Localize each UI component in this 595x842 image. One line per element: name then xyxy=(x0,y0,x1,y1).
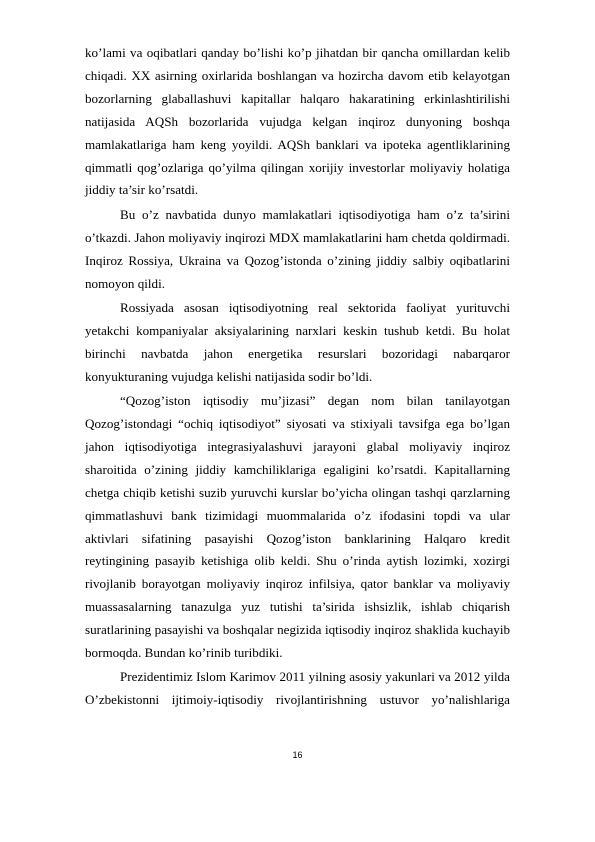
document-page xyxy=(85,42,510,712)
paragraph-2: Bu o’z navbatida dunyo mamlakatlari iqtisodiyotiga ham o’z ta’sirini o’tkazdi. Jahon moliyaviy inqirozi MDX mamlakatlarini ham chetda qoldirmadi. Inqiroz Rossiya, Ukraina va Qozog’istonda o’zining jiddiy salbiy oqibatlarini nomoyon qildi. xyxy=(85,206,510,291)
paragraph-4: “Qozog’iston iqtisodiy mu’jizasi” degan nom bilan tanilayotgan Qozog’istondagi “ochiq iqtisodiyot” siyosati va stixiyali tavsifga ega bo’lgan jahon iqtisodiyotiga integrasiyalashuvi jarayoni glabal moliyaviy inqiroz sharoitida o’zining jiddiy kamchiliklariga egaligini ko’rsatdi. Kapitallarning chetga chiqib ketishi suzib yuruvchi kurslar bo’yicha olingan tashqi qarzlarning qimmatlashuvi bank tizimidagi muommalarida o’z ifodasini topdi va ular aktivlari sifatining pasayishi Qozog’iston banklarining Halqaro kredit reytingining pasayib ketishiga olib keldi. Shu o’rinda aytish lozimki, xozirgi rivojlanib borayotgan moliyaviy inqiroz infilsiya, qator banklar va moliyaviy muassasalarning tanazulga yuz tutishi ta’sirida ishsizlik, ishlab chiqarish suratlarining pasayishi va boshqalar negizida iqtisodiy inqiroz shaklida kuchayib bormoqda. Bundan ko’rinib turibdiki. xyxy=(85,393,510,661)
page-number: 16 xyxy=(292,750,303,760)
paragraph-1: ko’lami va oqibatlari qanday bo’lishi ko’p jihatdan bir qancha omillardan kelib chiqadi. XX asirning oxirlarida boshlangan va hozircha davom etib kelayotgan bozorlarning glaballashuvi kapitallar halqaro hakaratining erkinlashtirilishi natijasida AQSh bozorlarida vujudga kelgan inqiroz dunyoning boshqa mamlakatlariga ham keng yoyildi. AQSh banklari va ipoteka agentliklarining qimmatli qog’ozlariga qo’yilma qilingan xorijiy investorlar moliyaviy holatiga jiddiy ta’sir ko’rsatdi. xyxy=(85,45,510,198)
paragraph-3: Rossiyada asosan iqtisodiyotning real sektorida faoliyat yurituvchi yetakchi kompaniyalar aksiyalarining narxlari keskin tushub ketdi. Bu holat birinchi navbatda jahon energetika resurslari bozoridagi nabarqaror konyukturaning vujudga kelishi natijasida sodir bo’ldi. xyxy=(85,299,510,384)
paragraph-5: Prezidentimiz Islom Karimov 2011 yilning asosiy yakunlari va 2012 yilda O’zbekistonni ijtimoiy-iqtisodiy rivojlantirishning ustuvor yo’nalishlariga xyxy=(85,669,510,708)
